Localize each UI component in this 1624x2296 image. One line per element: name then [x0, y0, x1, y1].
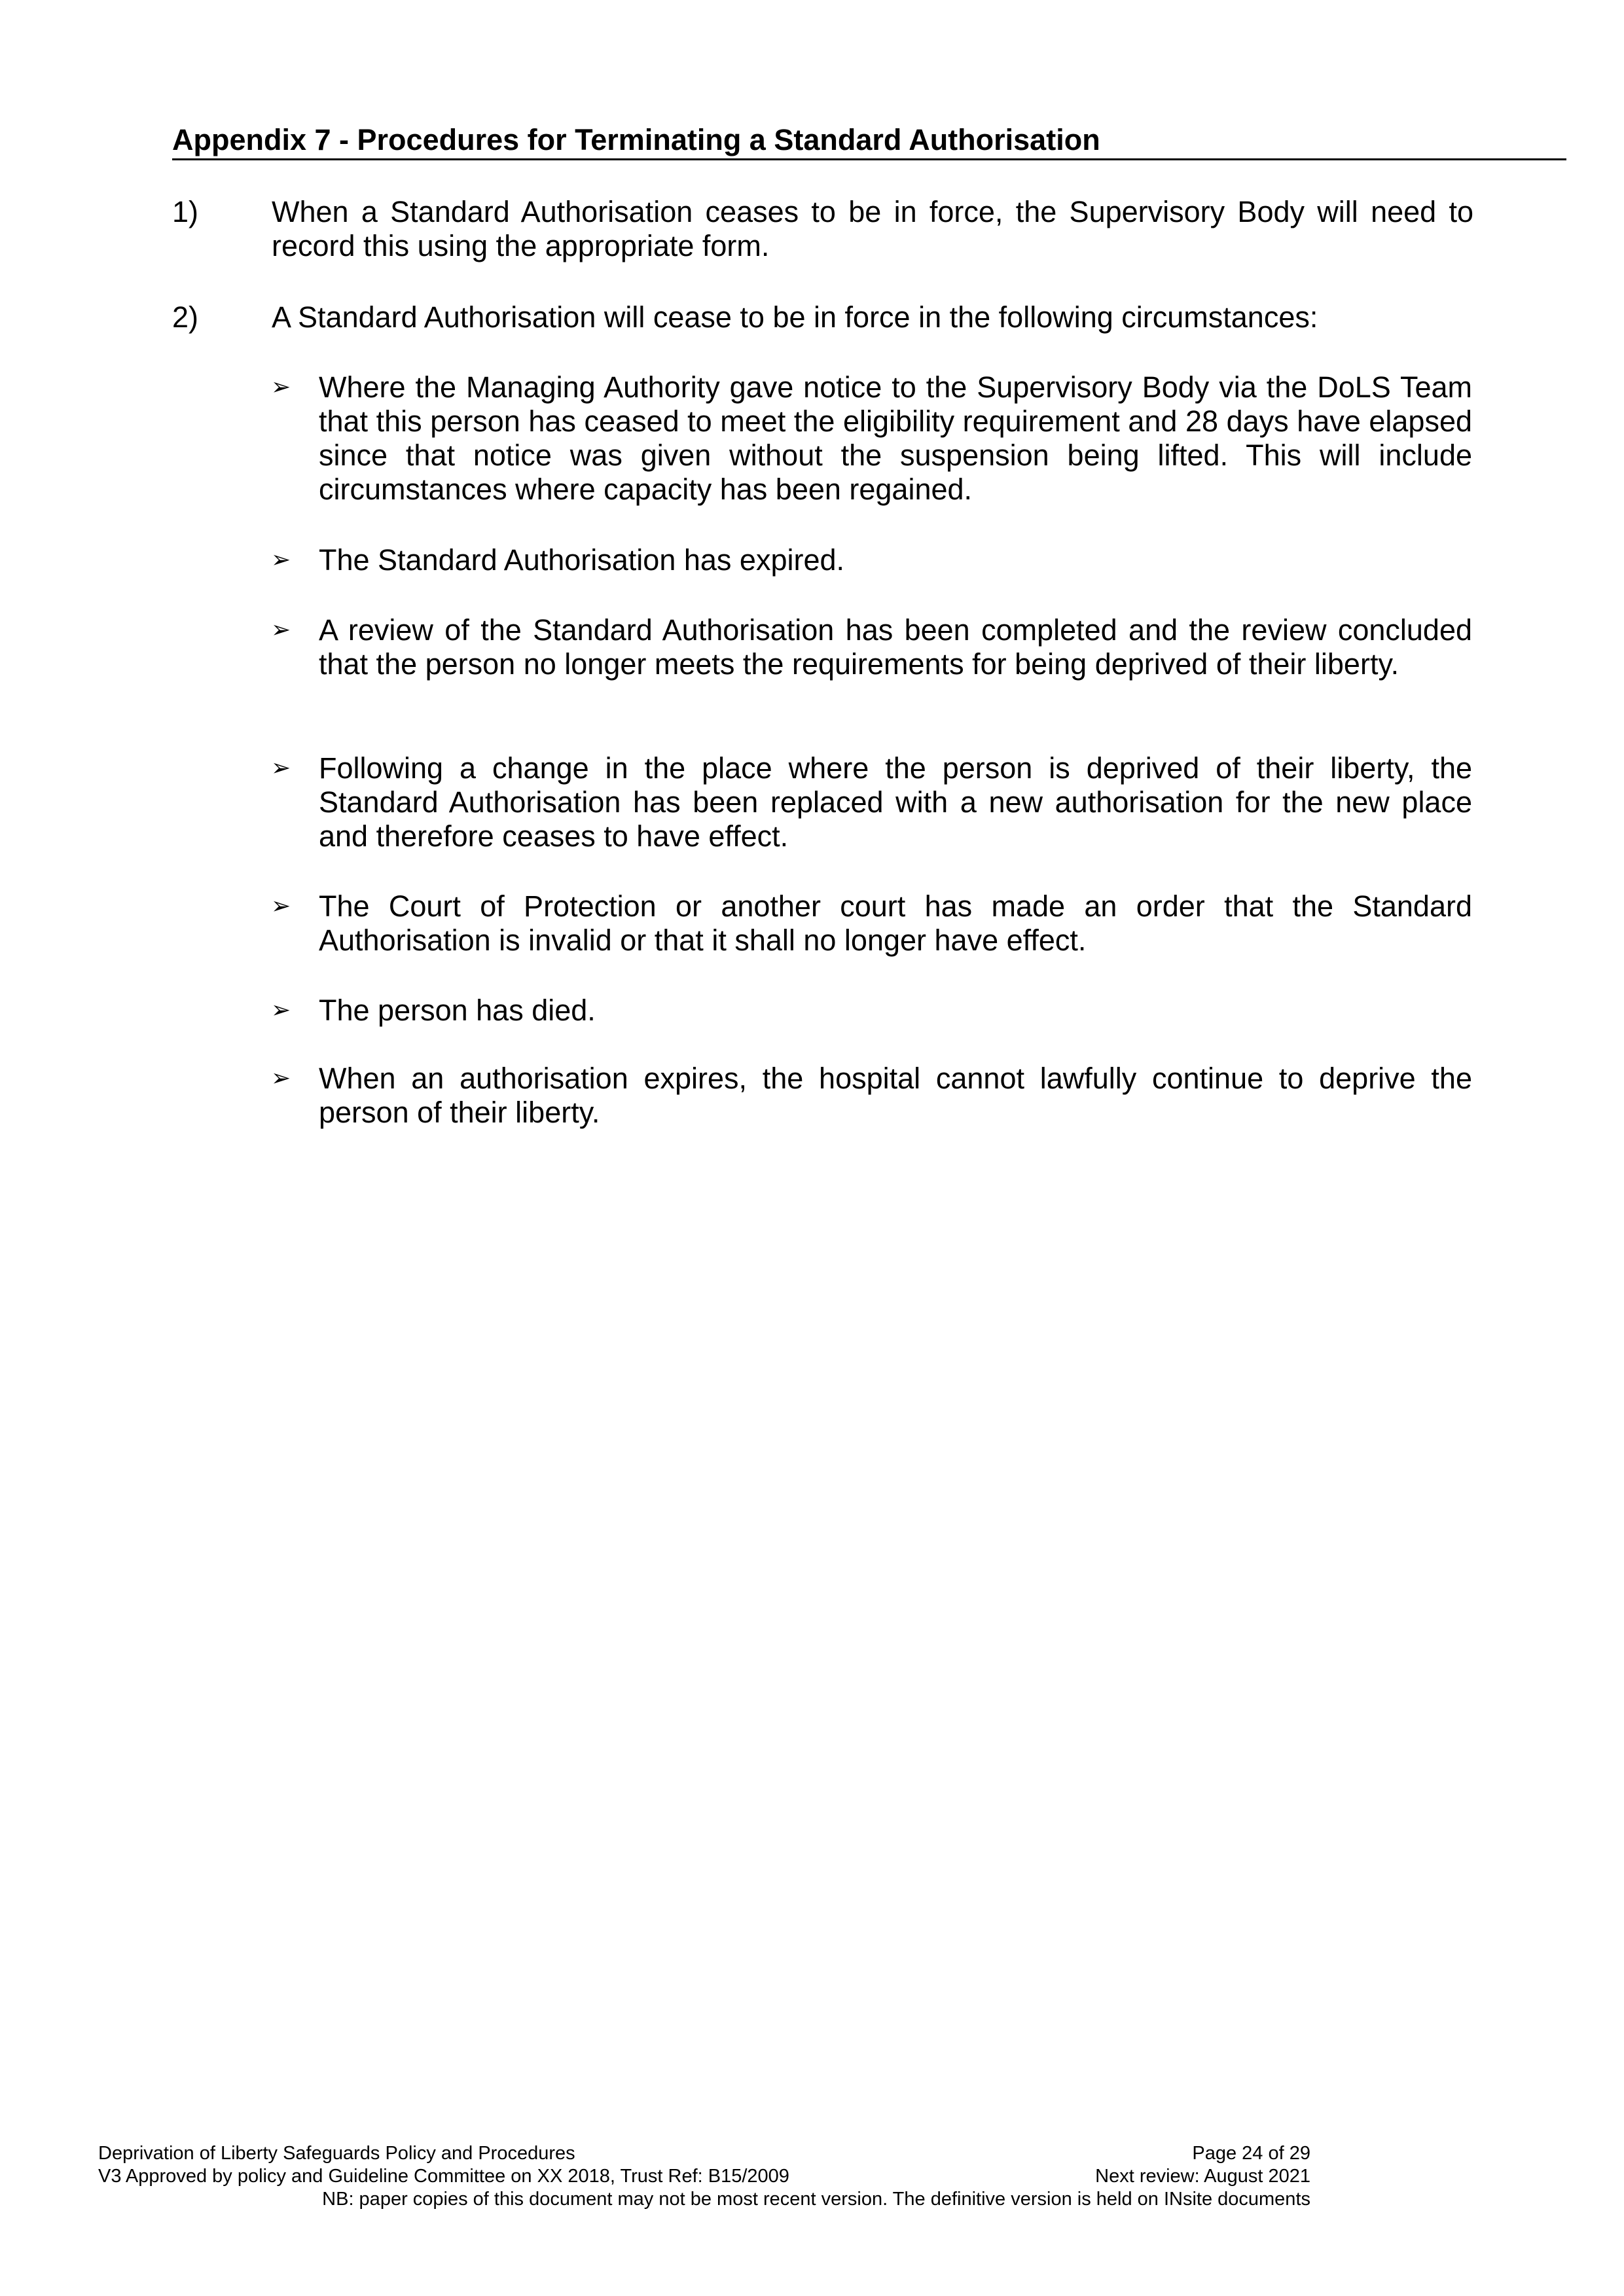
bullet-text: A review of the Standard Authorisation has been completed and the review concluded that the person no longer meets the requirements for being deprived of their liberty. [319, 613, 1472, 681]
footer-next-review: Next review: August 2021 [1095, 2166, 1310, 2187]
arrow-bullet-icon: ➢ [271, 547, 291, 573]
footer-note: NB: paper copies of this document may not be most recent version. The definitive version is held on INsite documents [322, 2189, 1310, 2210]
bullet-text: Following a change in the place where the person is deprived of their liberty, the Standard Authorisation has been replaced with a new authorisation for the new place and therefore ceases to have effect. [319, 751, 1472, 853]
arrow-bullet-icon: ➢ [271, 374, 291, 401]
page-number: Page 24 of 29 [1192, 2143, 1310, 2164]
item-number: 2) [172, 300, 199, 334]
page-title: Appendix 7 - Procedures for Terminating a Standard Authorisation [172, 122, 1566, 160]
bullet-text: When an authorisation expires, the hospital cannot lawfully continue to deprive the person of their liberty. [319, 1062, 1472, 1129]
bullet-text: The person has died. [319, 994, 596, 1027]
bullet-text: The Standard Authorisation has expired. [319, 543, 845, 577]
arrow-bullet-icon: ➢ [271, 893, 291, 920]
bullet-text: The Court of Protection or another court has made an order that the Standard Authorisation is invalid or that it shall no longer have effect. [319, 889, 1472, 957]
footer-approval: V3 Approved by policy and Guideline Committee on XX 2018, Trust Ref: B15/2009 [98, 2166, 789, 2187]
item-number: 1) [172, 195, 199, 228]
footer-title: Deprivation of Liberty Safeguards Policy and Procedures [98, 2143, 575, 2164]
arrow-bullet-icon: ➢ [271, 1065, 291, 1092]
item-text: A Standard Authorisation will cease to be in force in the following circumstances: [272, 300, 1318, 334]
arrow-bullet-icon: ➢ [271, 997, 291, 1024]
page-footer [98, 2142, 1310, 2211]
arrow-bullet-icon: ➢ [271, 755, 291, 781]
item-text: When a Standard Authorisation ceases to be in force, the Supervisory Body will need to record this using the appropriate form. [272, 195, 1473, 262]
arrow-bullet-icon: ➢ [271, 617, 291, 643]
bullet-text: Where the Managing Authority gave notice to the Supervisory Body via the DoLS Team that this person has ceased to meet the eligibility requirement and 28 days have elapsed since that notice was given without the suspension being lifted. This will include circumstances where capacity has been regained. [319, 370, 1472, 506]
